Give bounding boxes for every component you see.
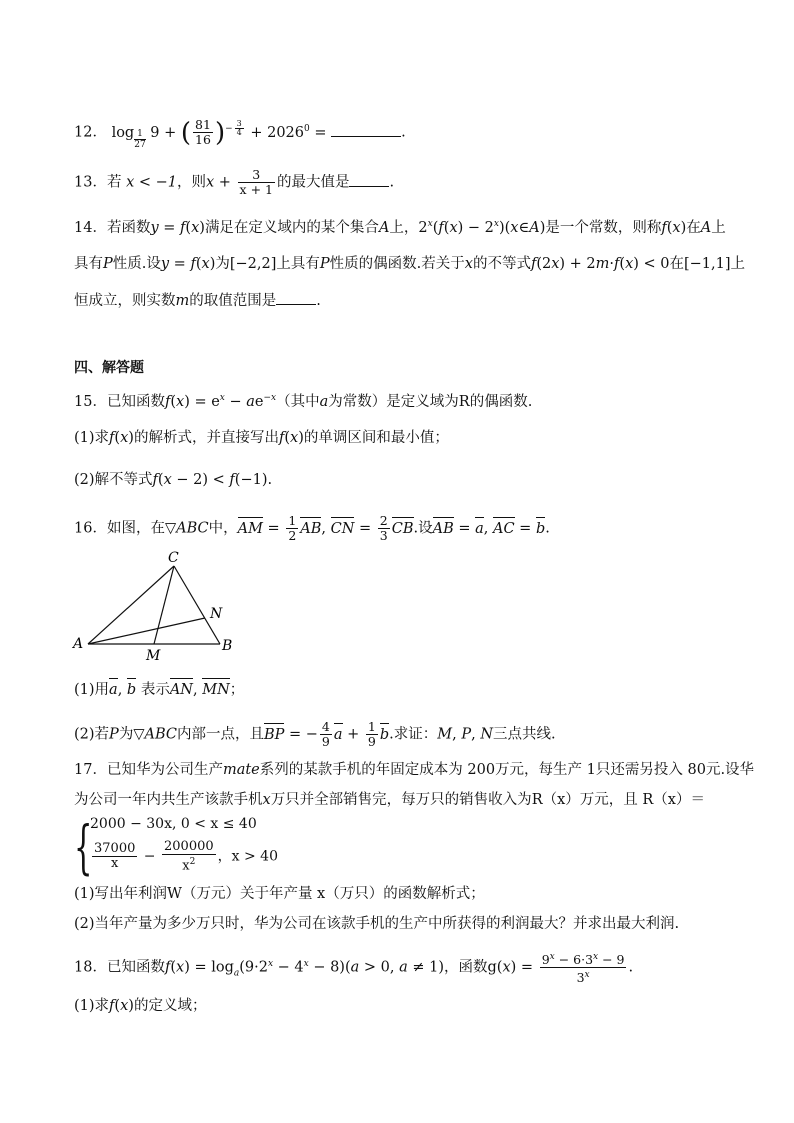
question-13: 13．若 x < −1，则x + $\frac{3}{x + 1}$ 的最大值是 . xyxy=(74,167,395,197)
question-15: 15．已知函数$f(x) = e^x - ae^{-x}$（其中a为常数）是定义域为R的偶函数. xyxy=(74,393,533,410)
q13-answer-blank[interactable] xyxy=(349,172,389,187)
question-17-line-1: 17．已知华为公司生产mate系列的某款手机的年固定成本为 200万元，每生产 1只还需另投入 80元.设华 xyxy=(74,762,755,778)
question-14-line-3: 恒成立，则实数m的取值范围是 . xyxy=(74,290,734,311)
label-n: N xyxy=(210,606,223,622)
side-cb xyxy=(174,566,220,644)
q14-answer-blank[interactable] xyxy=(276,290,316,305)
triangle-figure xyxy=(70,548,250,662)
question-18: 18．已知函数$f(x) = \log_a(9\cdot 2^x - 4^x - 8)(a > 0$, a ≠ 1)，函数g(x) = $\frac{9^x - 6\cdot 3^x - 9}{3^x}$ . xyxy=(74,952,634,986)
side-ac xyxy=(88,566,174,644)
question-15-part-1: (1)求f(x)的解析式，并直接写出f(x)的单调区间和最小值； xyxy=(74,430,449,446)
question-17-part-2: (2)当年产量为多少万只时，华为公司在该款手机的生产中所获得的利润最大？并求出最大利润. xyxy=(74,916,680,932)
question-18-part-1: (1)求f(x)的定义域； xyxy=(74,998,207,1014)
label-c: C xyxy=(168,550,179,566)
question-16-part-1: (1)用a, b 表示AN, MN； xyxy=(74,682,245,698)
question-14-line-1: 14．若函数y = f(x)满足在定义域内的某个集合A上，$2^x(f(x)$ − $2^x)(x\in A)$是一个常数，则称f(x)在A上 xyxy=(74,219,726,236)
question-12: 12． log $\frac{1}{27}$ 9 + ( $\frac{81}{16}$ )$^{- \frac{3}{4}}$ + $2026^0$ = . xyxy=(74,117,406,150)
segment-an xyxy=(88,618,205,644)
segment-cm xyxy=(154,566,174,644)
section-heading: 四、解答题 xyxy=(74,360,144,376)
piecewise-case-2: $\frac{37000}{x}$ − $\frac{200000}{x^2}$ ，x > 40 xyxy=(94,839,278,874)
question-16: 16．如图，在▽ABC中，AM = $\frac{1}{2}$ AB, CN = $\frac{2}{3}$ CB.设AB = a, AC = b. xyxy=(74,513,550,543)
question-15-part-2: (2)解不等式f(x − 2) < f(−1). xyxy=(74,472,273,488)
question-17-line-2: 为公司一年内共生产该款手机x万只并全部销售完，每万只的销售收入为R（x）万元，且 R（x）＝ xyxy=(74,792,705,808)
question-16-part-2: (2)若P为▽ABC内部一点，且BP = − $\frac{4}{9}$ a + $\frac{1}{9}$ b.求证：M, P, N三点共线. xyxy=(74,719,556,749)
q12-answer-blank[interactable] xyxy=(331,122,401,137)
label-a: A xyxy=(73,636,84,652)
question-17-part-1: (1)写出年利润W（万元）关于年产量 x（万只）的函数解析式； xyxy=(74,886,485,902)
q12-expression: log $\frac{1}{27}$ 9 + ( $\frac{81}{16}$ )$^{- \frac{3}{4}}$ + $2026^0$ = xyxy=(111,117,332,150)
piecewise-brace: { xyxy=(74,813,93,881)
question-14-line-2: 具有P性质.设y = f(x)为[−2,2]上具有P性质的偶函数.若关于x的不等式f(2x) + 2m·f(x) < 0在[−1,1]上 xyxy=(74,256,746,272)
label-b: B xyxy=(222,638,233,654)
label-m: M xyxy=(146,648,161,662)
piecewise-case-1: 2000 − 30x, 0 < x ≤ 40 xyxy=(90,816,257,832)
